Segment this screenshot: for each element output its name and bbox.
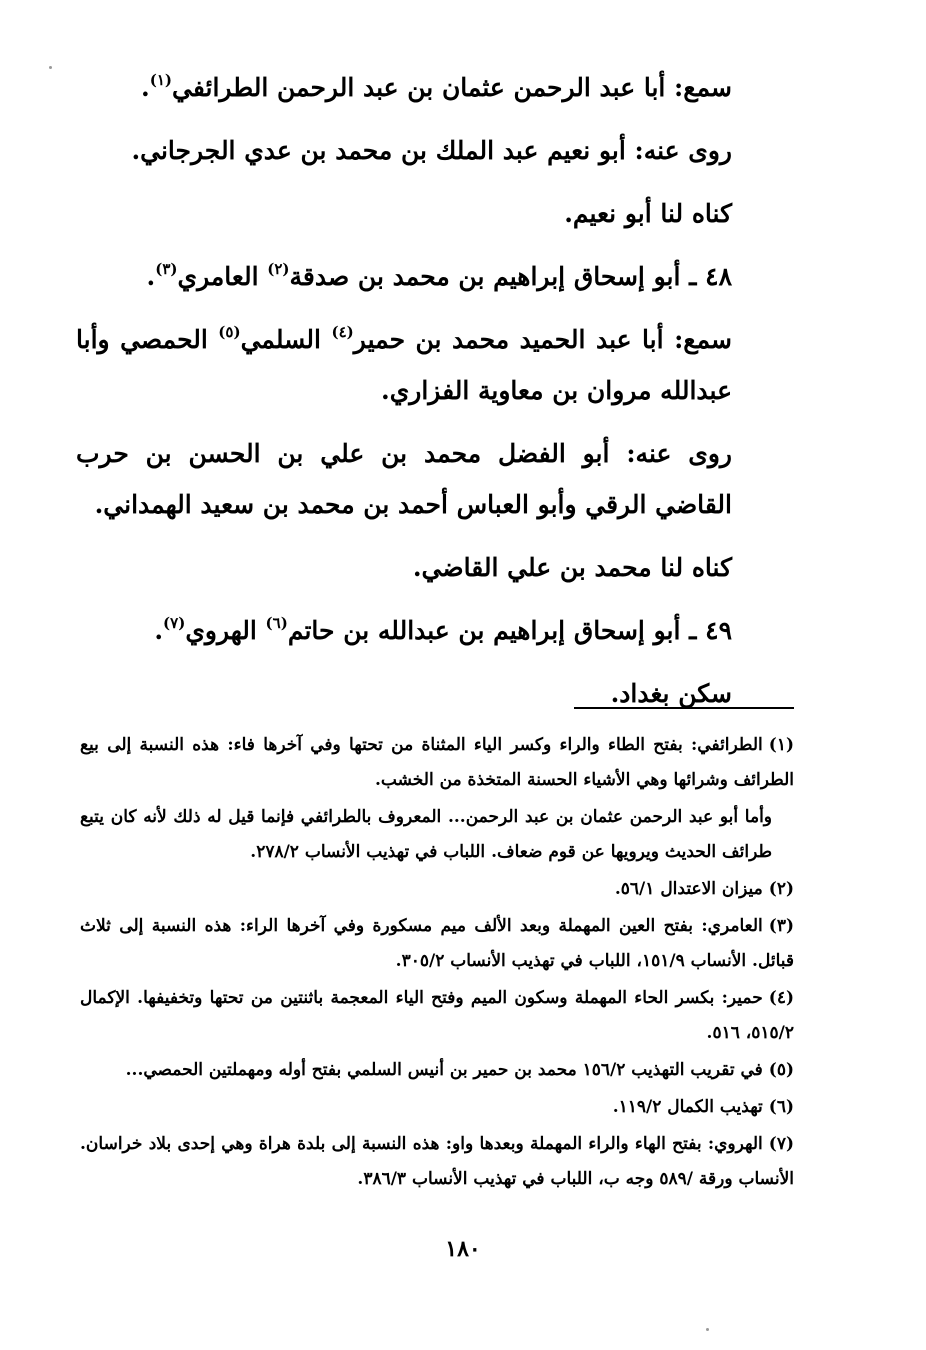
text-paragraph: سمع: أبا عبد الحميد محمد بن حمير$^{(٤)}$ السلمي$^{(٥)}$ الحمصي وأبا عبدالله مروان بن معاوية الفزاري. <box>76 322 733 405</box>
footnote-divider <box>574 707 794 709</box>
footnote: (٧)الهروي: بفتح الهاء والراء المهملة وبعدها واو: هذه النسبة إلى بلدة هراة وهي إحدى بلاد خراسان. الأنساب ورقة /٥٨٩ وجه ب، اللباب في تهذيب الأنساب ٣٨٦/٣. <box>80 1134 794 1189</box>
footnote: (٥)في تقريب التهذيب ١٥٦/٢ محمد بن حمير بن أنيس السلمي بفتح أوله ومهملتين الحمصي... <box>125 1060 794 1080</box>
footnote: (١)الطرائفي: بفتح الطاء والراء وكسر الياء المثناة من تحتها وفي آخرها فاء: هذه النسبة إلى بيع الطرائف وشرائها وهي الأشياء الحسنة المتخذة من الخشب. <box>80 735 794 790</box>
footnote-ref: (٥) <box>218 322 241 341</box>
main-text <box>76 62 732 731</box>
footnote: (٦)تهذيب الكمال ١١٩/٢. <box>612 1097 794 1117</box>
text-line: كناه لنا أبو نعيم. <box>564 199 732 228</box>
text-line: سمع: أبا عبد الرحمن عثمان بن عبد الرحمن الطرائفي$^{(١)}$. <box>141 70 732 102</box>
entry-heading-49: ٤٩ ـ أبو إسحاق إبراهيم بن عبدالله بن حاتم$^{(٦)}$ الهروي$^{(٧)}$. <box>154 613 732 645</box>
footnote-ref: (٤) <box>331 322 354 341</box>
footnote-ref: (٧) <box>163 613 186 632</box>
footnotes <box>80 728 794 1199</box>
text-paragraph: روى عنه: أبو الفضل محمد بن علي بن الحسن بن حرب القاضي الرقي وأبو العباس أحمد بن محمد بن سعيد الهمداني. <box>76 439 732 519</box>
text-line: روى عنه: أبو نعيم عبد الملك بن محمد بن عدي الجرجاني. <box>131 136 732 165</box>
footnote-ref: (٦) <box>265 613 288 632</box>
entry-heading-48: ٤٨ ـ أبو إسحاق إبراهيم بن محمد بن صدقة$^{(٢)}$ العامري$^{(٣)}$. <box>146 259 732 291</box>
footnote: (٢)ميزان الاعتدال ٥٦/١. <box>614 879 794 899</box>
footnote: (٣)العامري: بفتح العين المهملة وبعد الألف ميم مسكورة وفي آخرها الراء: هذه النسبة إلى ثلاث قبائل. الأنساب ١٥١/٩، اللباب في تهذيب الأنساب ٣٠٥/٢. <box>80 916 794 971</box>
page-number: ١٨٠ <box>445 1236 481 1262</box>
footnote: وأما أبو عبد الرحمن عثمان بن عبد الرحمن... المعروف بالطرائفي فإنما قيل له ذلك لأنه كان يتبع طرائف الحديث ويرويها عن قوم ضعاف. اللباب في تهذيب الأنساب ٢٧٨/٢. <box>80 807 772 862</box>
scan-speck <box>49 66 52 69</box>
footnote-ref: (٢) <box>267 259 290 278</box>
footnote: (٤)حمير: بكسر الحاء المهملة وسكون الميم وفتح الياء المعجمة باثنتين من تحتها وتخفيفها. الإكمال ٥١٥/٢، ٥١٦. <box>80 988 794 1043</box>
text-line: كناه لنا محمد بن علي القاضي. <box>412 553 732 582</box>
scan-speck <box>706 1328 709 1331</box>
footnote-ref: (٣) <box>155 259 178 278</box>
footnote-ref: (١) <box>149 70 173 89</box>
text-line: سكن بغداد. <box>610 679 732 708</box>
